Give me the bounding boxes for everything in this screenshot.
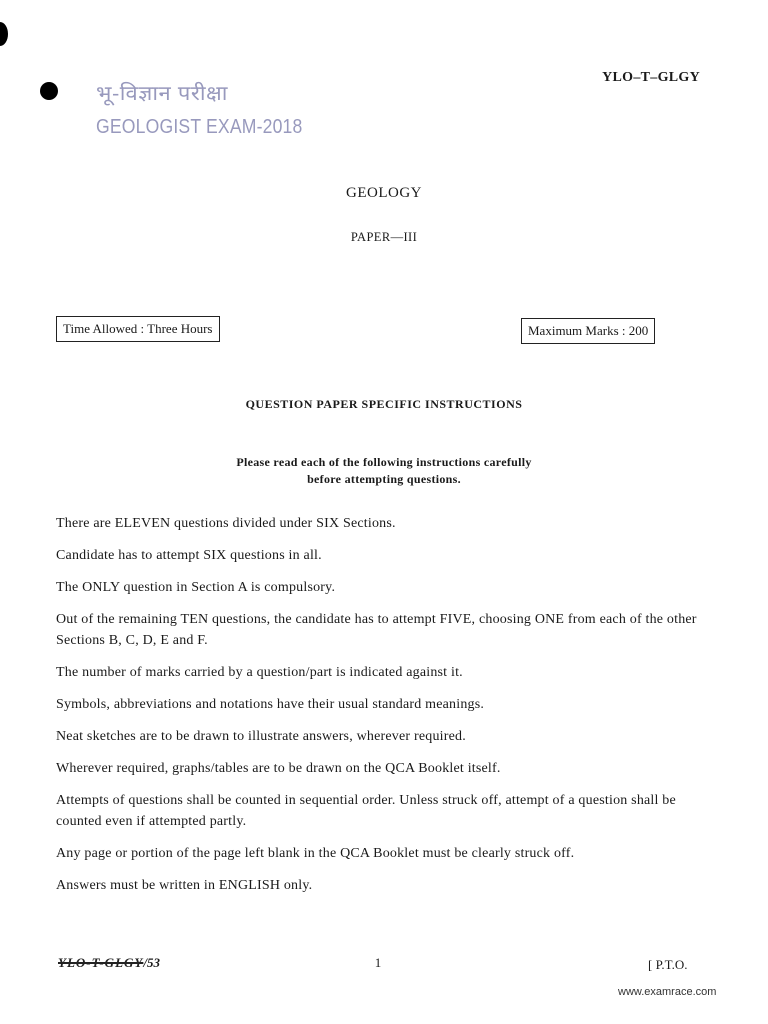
bullet-dot-mark xyxy=(40,82,58,100)
stamp-english-text: GEOLOGIST EXAM-2018 xyxy=(96,116,303,138)
page-number: 1 xyxy=(374,955,382,970)
instruction-item: Out of the remaining TEN questions, the candidate has to attempt FIVE, choosing ONE from each of the other Sections B, C, D, E and F. xyxy=(56,612,697,648)
intro-line-2: before attempting questions. xyxy=(307,472,461,486)
subject-title: GEOLOGY xyxy=(346,185,422,201)
instruction-item: Any page or portion of the page left blank in the QCA Booklet must be clearly struck off. xyxy=(56,846,575,861)
footer-code-struck: YLO-T-GLGY xyxy=(58,955,144,970)
footer-paper-code xyxy=(58,955,160,971)
instruction-item: Candidate has to attempt SIX questions in all. xyxy=(56,548,322,563)
paper-number: PAPER—III xyxy=(350,230,418,244)
intro-line-1: Please read each of the following instructions carefully xyxy=(236,455,532,469)
instruction-item: Attempts of questions shall be counted in sequential order. Unless struck off, attempt of a question shall be counted even if attempted partly. xyxy=(56,793,676,829)
instruction-item: Symbols, abbreviations and notations have their usual standard meanings. xyxy=(56,697,485,712)
instruction-item: The ONLY question in Section A is compulsory. xyxy=(56,580,336,595)
pto-label: [ P.T.O. xyxy=(648,957,688,972)
instruction-item: There are ELEVEN questions divided under SIX Sections. xyxy=(56,516,396,531)
punch-hole-mark xyxy=(0,22,8,46)
instruction-item: Neat sketches are to be drawn to illustrate answers, wherever required. xyxy=(56,729,466,744)
time-allowed-box: Time Allowed : Three Hours xyxy=(56,316,220,342)
instructions-list xyxy=(56,513,706,907)
maximum-marks-box: Maximum Marks : 200 xyxy=(521,318,655,344)
website-watermark: www.examrace.com xyxy=(618,986,717,998)
stamp-hindi-text: भू-विज्ञान परीक्षा xyxy=(96,81,229,105)
instructions-heading: QUESTION PAPER SPECIFIC INSTRUCTIONS xyxy=(245,397,523,411)
instruction-item: Answers must be written in ENGLISH only. xyxy=(56,878,313,893)
instructions-intro xyxy=(0,454,768,488)
footer-code-suffix: /53 xyxy=(143,955,160,970)
instruction-item: Wherever required, graphs/tables are to be drawn on the QCA Booklet itself. xyxy=(56,761,501,776)
instruction-item: The number of marks carried by a question/part is indicated against it. xyxy=(56,665,463,680)
exam-stamp xyxy=(96,80,331,140)
paper-code: YLO–T–GLGY xyxy=(602,70,700,85)
